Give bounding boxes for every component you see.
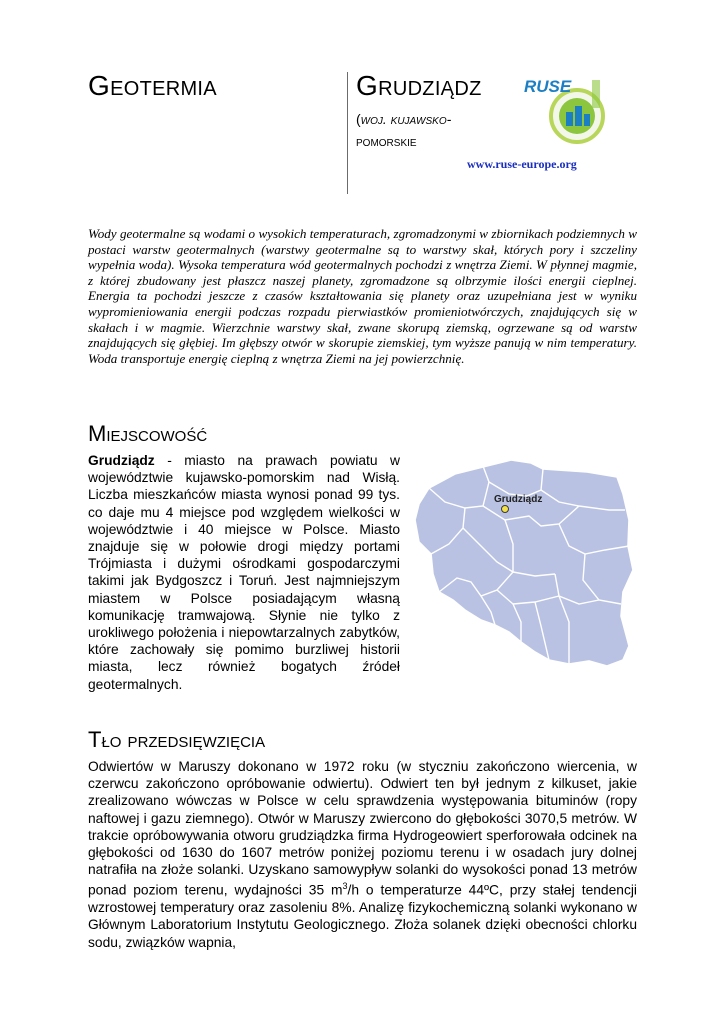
ruse-logo xyxy=(522,72,612,152)
superscript-3: 3 xyxy=(342,881,348,892)
city-name-bold: Grudziądz xyxy=(88,453,155,468)
poland-outline xyxy=(415,460,633,666)
map-city-label: Grudziądz xyxy=(494,494,543,505)
logo-building-1 xyxy=(566,112,573,126)
page-title-city: Grudziądz xyxy=(356,70,482,101)
logo-strip xyxy=(592,80,600,108)
location-text xyxy=(88,452,400,693)
logo-building-3 xyxy=(584,114,590,126)
page-title-geotermia: Geotermia xyxy=(88,70,217,101)
website-url[interactable]: www.ruse-europe.org xyxy=(467,157,577,171)
city-marker xyxy=(502,506,509,513)
background-text-part1: Odwiertów w Maruszy dokonano w 1972 roku (w styczniu zakończono wiercenia, w czerwcu zakończono opróbowanie odwiertu). Odwiert ten był jednym z kilkuset, jakie zrealizowano wówczas w Polsce w celu sprawdzenia występowania bituminów (ropy naftowej i gazu ziemnego). Otwór w Maruszy zwiercono do głębokości 3070,5 metrów. W trakcie opróbowywania otworu grudziądzka firma Hydrogeowiert sperforowała odcinek na głębokości od 1630 do 1607 metrów poniżej poziomu terenu i w osadach jury dolnej natrafiła na złoże solanki. Uzyskano samowypływ solanki do wysokości ponad 13 metrów ponad poziom terenu, wydajności 35 m xyxy=(88,759,637,899)
subtitle-paren: ( xyxy=(356,111,361,127)
logo-text: RUSE xyxy=(524,77,572,96)
heading-location: Miejscowość xyxy=(88,421,208,446)
background-text xyxy=(88,758,637,951)
header-divider xyxy=(347,72,348,194)
logo-building-2 xyxy=(575,106,582,126)
heading-background: Tło przedsięwzięcia xyxy=(88,727,266,752)
poland-map xyxy=(409,454,639,674)
background-text-part2: /h o temperaturze 44ºC, przy stałej tendencji wzrostowej temperatury oraz zasoleniu 8%. Analizę fizykochemiczną solanki wykonano w Głównym Laboratorium Instytutu Geologicznego. Złoża solanek dzięki obecności chlorku sodu, związków wapnia, xyxy=(88,883,637,950)
intro-paragraph: Wody geotermalne są wodami o wysokich temperaturach, zgromadzonymi w zbiornikach podziemnych w postaci warstw geotermalnych (warstwy geotermalne są to warstwy skał, których pory i szczeliny wypełnia woda). Wysoka temperatura wód geotermalnych pochodzi z wnętrza Ziemi. W płynnej magmie, z której zbudowany jest płaszcz naszej planety, zgromadzone są olbrzymie ilości energii cieplnej. Energia ta pochodzi jeszcze z czasów kształtowania się planety oraz uzupełniana jest w wyniku wypromieniowania energii podczas rozpadu pierwiastków promieniotwórczych, znajdujących się w skałach i w magmie. Wierzchnie warstwy skał, zwane skorupą ziemską, ogrzewane są od warstw znajdujących się głębiej. Im głębszy otwór w skorupie ziemskiej, tym wyższe panują w nim temperatury. Woda transportuje energię cieplną z wnętrza Ziemi na jej powierzchnię. xyxy=(88,226,637,366)
subtitle-woj: woj. kujawsko- xyxy=(360,111,452,127)
subtitle-pomorskie: pomorskie xyxy=(356,133,417,149)
region-subtitle xyxy=(356,108,516,152)
location-description: - miasto na prawach powiatu w województwie kujawsko-pomorskim nad Wisłą. Liczba mieszkańców miasta wynosi ponad 99 tys. co daje mu 4 miejsce pod względem wielkości w województwie i 40 miejsce w Polsce. Miasto znajduje się w połowie drogi między portami Trójmiasta i dużymi ośrodkami gospodarczymi takimi jak Bydgoszcz i Toruń. Jest najmniejszym miastem w Polsce posiadającym własną komunikację tramwajową. Słynie nie tylko z urokliwego położenia i niepowtarzalnych zabytków, które zachowały się pomimo burzliwej historii miasta, lecz również bogatych źródeł geotermalnych. xyxy=(88,453,400,692)
